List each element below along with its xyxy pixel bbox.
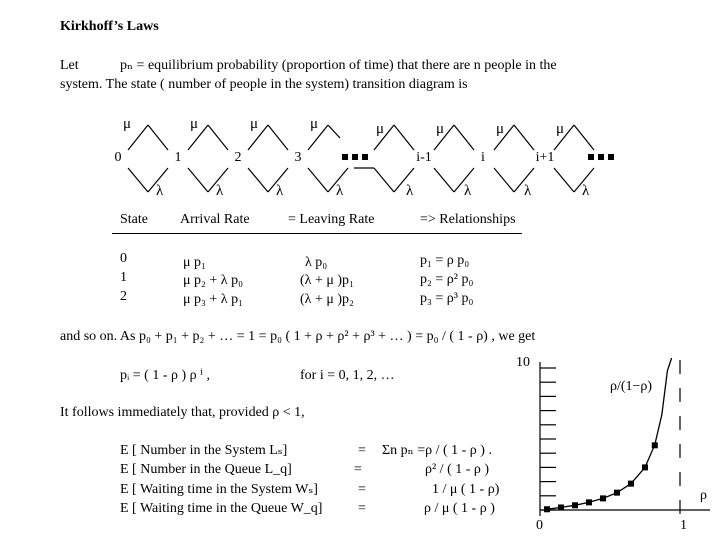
transition-diagram (0, 0, 720, 200)
chart-data-point (614, 490, 620, 496)
mu-arc (514, 125, 534, 150)
table-header-leaving: = Leaving Rate (288, 212, 375, 227)
intro-line2: system. The state ( number of people in the system) transition diagram is (60, 77, 468, 92)
lambda-label: λ (524, 183, 532, 199)
expectation-label: E [ Number in the System Lₛ] (120, 443, 288, 458)
lambda-arc (494, 168, 514, 192)
ellipsis-dot (342, 154, 348, 160)
ellipsis-dot (608, 154, 614, 160)
expectation-label: E [ Waiting time in the Queue W_q] (120, 501, 323, 516)
lambda-arc (128, 168, 148, 192)
expectation-eq: = (358, 443, 366, 458)
table-relationship: p₂ = ρ² p₀ (420, 272, 474, 287)
table-header-rule (112, 233, 522, 234)
table-state: 2 (120, 289, 127, 304)
mu-label: μ (496, 121, 505, 137)
pi-range: for i = 0, 1, 2, … (300, 368, 395, 383)
chart-data-point (628, 481, 634, 487)
mu-label: μ (190, 116, 199, 132)
mu-label: μ (436, 121, 445, 137)
expectation-eq: = (354, 462, 362, 477)
chart-data-point (652, 442, 658, 448)
lambda-arc (248, 168, 268, 192)
table-relationship: p₃ = ρ³ p₀ (420, 291, 474, 306)
expectation-eq: = (358, 482, 366, 497)
expectation-label: E [ Waiting time in the System Wₛ] (120, 482, 318, 497)
chart-data-point (544, 506, 550, 512)
ellipsis-dot (362, 154, 368, 160)
lambda-label: λ (216, 183, 224, 199)
expectation-value: ρ / μ ( 1 - ρ ) (424, 501, 495, 516)
lambda-arc (308, 168, 328, 192)
mu-arc (268, 125, 288, 150)
state-node-1: 1 (174, 150, 182, 165)
lambda-label: λ (582, 183, 590, 199)
expectation-value: Σn pₙ =ρ / ( 1 - ρ ) . (382, 443, 492, 458)
mu-label: μ (556, 121, 565, 137)
table-leaving: (λ + μ )p₁ (300, 273, 354, 288)
and-so-on-text: and so on. As p₀ + p₁ + p₂ + … = 1 = p₀ ( 1 + ρ + ρ² + ρ³ + … ) = p₀ / ( 1 - ρ) , we get (60, 329, 536, 344)
mu-label: μ (376, 121, 385, 137)
lambda-arc (554, 168, 574, 192)
table-relationship: p₁ = ρ p₀ (420, 253, 470, 268)
lambda-label: λ (464, 183, 472, 199)
mu-arc (148, 125, 168, 150)
table-state: 0 (120, 251, 127, 266)
table-header-relationships: => Relationships (420, 212, 516, 227)
lambda-label: λ (336, 183, 344, 199)
chart-data-point (642, 464, 648, 470)
mu-arc (208, 125, 228, 150)
chart-x-tick-label: 1 (680, 518, 687, 533)
ellipsis-dot (588, 154, 594, 160)
state-node-i-1: i-1 (416, 150, 432, 165)
table-leaving: λ p₀ (305, 255, 328, 270)
expectation-value: 1 / μ ( 1 - ρ) (432, 482, 500, 497)
mu-arc (574, 125, 594, 150)
mu-arc (328, 125, 340, 138)
lambda-arc (188, 168, 208, 192)
intro-line1: pₙ = equilibrium probability (proportion of time) that there are n people in the (120, 58, 557, 73)
mu-arc (394, 125, 414, 150)
intro-let: Let (60, 58, 79, 73)
table-arrival: μ p₃ + λ p₁ (183, 292, 243, 307)
expectation-label: E [ Number in the Queue L_q] (120, 462, 292, 477)
chart-x-tick-label: 0 (536, 518, 543, 533)
chart-y-tick-label: 10 (516, 355, 530, 370)
table-leaving: (λ + μ )p₂ (300, 292, 354, 307)
lambda-label: λ (156, 183, 164, 199)
lambda-arc (374, 168, 394, 192)
state-node-2: 2 (234, 150, 242, 165)
state-node-0: 0 (114, 150, 122, 165)
mu-label: μ (123, 116, 132, 132)
chart-data-point (586, 499, 592, 505)
expectation-eq: = (358, 501, 366, 516)
page-title: Kirkhoff’s Laws (60, 19, 159, 34)
mu-label: μ (250, 116, 259, 132)
table-arrival: μ p₁ (183, 255, 206, 270)
follows-text: It follows immediately that, provided ρ < 1, (60, 405, 305, 420)
table-state: 1 (120, 270, 127, 285)
table-header-state: State (120, 212, 148, 227)
chart-data-point (572, 502, 578, 508)
state-node-i: i (481, 150, 485, 165)
chart-data-point (558, 504, 564, 510)
chart-curve-label: ρ/(1−ρ) (610, 379, 653, 394)
ellipsis-dot (352, 154, 358, 160)
state-node-i+1: i+1 (535, 150, 555, 165)
pi-formula: pᵢ = ( 1 - ρ ) ρ ⁱ , (120, 368, 210, 383)
expectation-value: ρ² / ( 1 - ρ ) (425, 462, 490, 477)
mu-arc (454, 125, 474, 150)
ellipsis-dot (598, 154, 604, 160)
lambda-label: λ (406, 183, 414, 199)
state-node-3: 3 (294, 150, 302, 165)
chart-x-axis-label: ρ (700, 488, 707, 503)
lambda-arc (434, 168, 454, 192)
lambda-label: λ (276, 183, 284, 199)
chart-data-point (600, 495, 606, 501)
table-arrival: μ p₂ + λ p₀ (183, 273, 243, 288)
table-header-arrival: Arrival Rate (180, 212, 250, 227)
mu-label: μ (310, 116, 319, 132)
